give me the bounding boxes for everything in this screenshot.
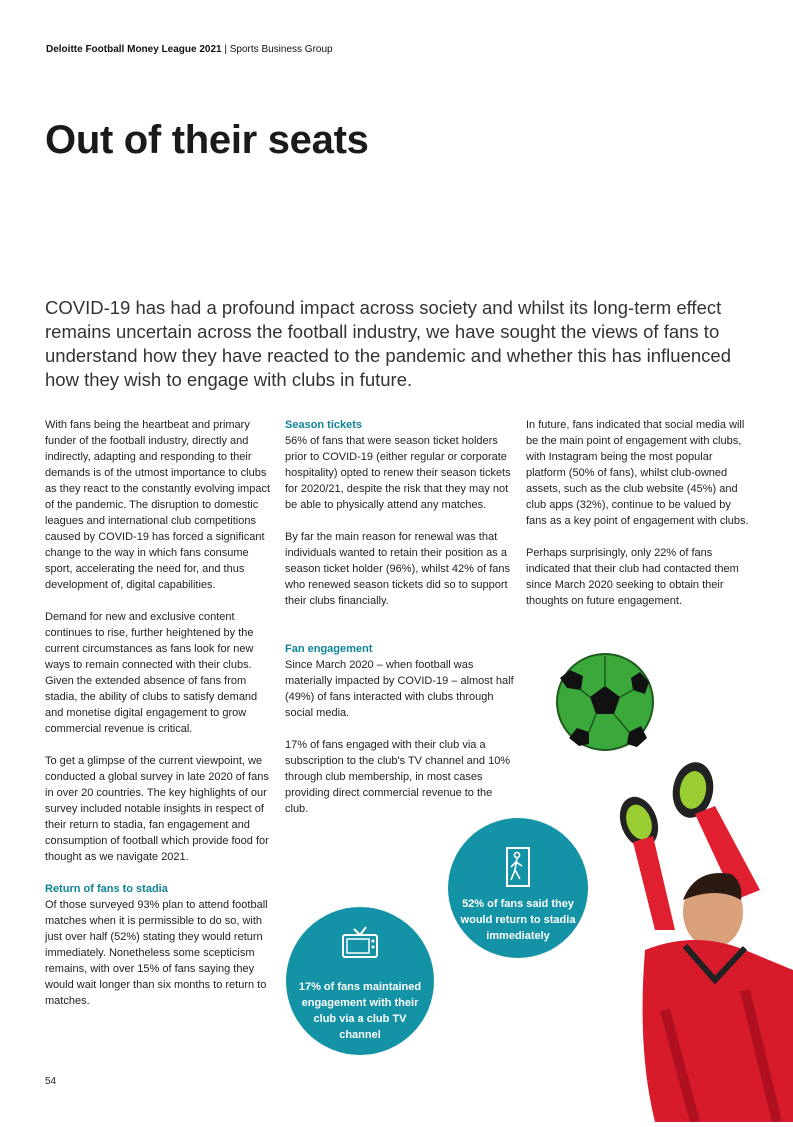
tv-stat-callout <box>286 907 434 1055</box>
paragraph: Of those surveyed 93% plan to attend football matches when it is permissible to do so, with just over half (52%) stating they would return immediately. Nonetheless some scepticism remains, with over 15% of fans saying they would wait longer than six months to return to matches. <box>45 899 268 1007</box>
stadia-stat-text: 52% of fans said they would return to stadia immediately <box>460 898 576 942</box>
section-name: Sports Business Group <box>229 44 333 55</box>
paragraph: Demand for new and exclusive content continues to rise, further heightened by the current circumstances as fans look for new ways to remain connected with their clubs. Given the extended absence of fans from stadia, the ability of clubs to satisfy demand and monetise digital engagement to grow commercial revenue is critical. <box>45 611 258 735</box>
running-header <box>46 44 333 55</box>
page-title: Out of their seats <box>45 118 369 162</box>
paragraph: By far the main reason for renewal was that individuals wanted to retain their position as a season ticket holder (96%), whilst 42% of fans who renewed season tickets did so to support their clubs financially. <box>285 531 511 607</box>
tv-stat-text: 17% of fans maintained engagement with their club via a club TV channel <box>298 981 422 1041</box>
paragraph: 17% of fans engaged with their club via a subscription to the club's TV channel and 10% through club membership, in most cases providing direct commercial revenue to the club. <box>285 739 511 815</box>
column-2 <box>285 417 515 833</box>
paragraph: Since March 2020 – when football was materially impacted by COVID-19 – almost half (49%) of fans interacted with clubs through social media. <box>285 659 514 719</box>
section-heading-return-to-stadia: Return of fans to stadia <box>45 883 168 895</box>
paragraph: In future, fans indicated that social media will be the main point of engagement with clubs, with Instagram being the most popular platform (50% of fans), whilst club-owned assets, such as the club website (45%) and club apps (32%), continue to be valued by fans as a key point of engagement with clubs. <box>526 419 749 527</box>
section-heading-season-tickets: Season tickets <box>285 419 363 431</box>
football-icon <box>557 654 653 750</box>
header-separator: | <box>224 44 227 55</box>
tv-icon <box>340 925 380 961</box>
person-entering-door-icon <box>504 846 532 888</box>
page-number: 54 <box>45 1076 57 1087</box>
stadia-stat-callout <box>448 818 588 958</box>
paragraph: With fans being the heartbeat and primary funder of the football industry, directly and indirectly, adapting and responding to their demands is of the utmost importance to clubs as they react to the constantly evolving impact of the pandemic. The disruption to domestic leagues and international club competitions caused by COVID-19 has forced a significant change to the way in which fans consume sport, accelerating the need for, and thus development of, digital capabilities. <box>45 419 271 591</box>
section-heading-fan-engagement: Fan engagement <box>285 643 373 655</box>
paragraph: 56% of fans that were season ticket holders prior to COVID-19 (either regular or corporate hospitality) opted to renew their season tickets for 2020/21, despite the risk that they may not be able to physically attend any matches. <box>285 435 511 511</box>
lead-paragraph: COVID-19 has had a profound impact across society and whilst its long-term effect remains uncertain across the football industry, we have sought the views of fans to understand how they have reacted to the pandemic and whether this has influenced how they wish to engage with clubs in future. <box>45 297 731 390</box>
paragraph: Perhaps surprisingly, only 22% of fans indicated that their club had contacted them since March 2020 seeking to obtain their thoughts on future engagement. <box>526 547 739 607</box>
publication-name: Deloitte Football Money League 2021 <box>46 44 222 55</box>
paragraph: To get a glimpse of the current viewpoint, we conducted a global survey in late 2020 of fans in over 20 countries. The key highlights of our survey included notable insights in respect of their return to stadia, fan engagement and consumption of football which provide food for thought as we navigate 2021. <box>45 755 269 863</box>
column-1 <box>45 417 275 1025</box>
goalkeeper-figure <box>613 759 793 1122</box>
column-3 <box>526 417 751 625</box>
